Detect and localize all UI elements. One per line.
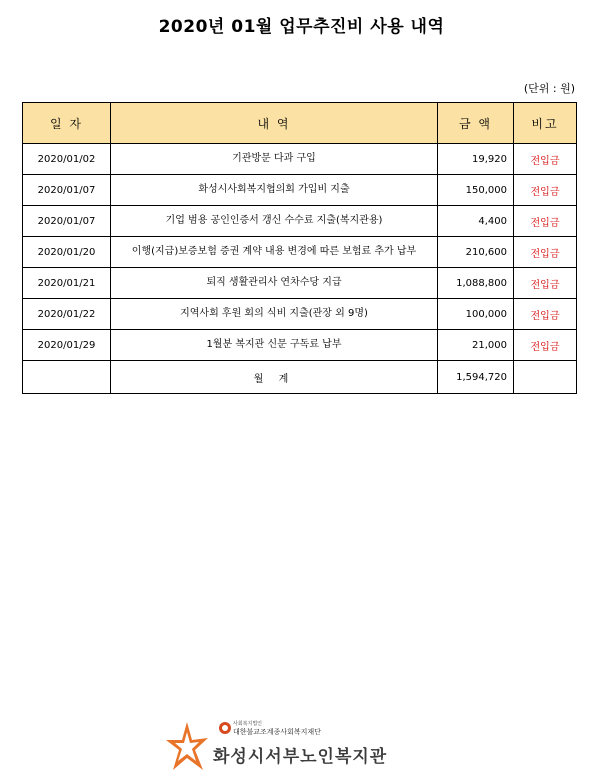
table-row: [23, 299, 577, 330]
table-row: [23, 206, 577, 237]
row-note: 전입금: [514, 175, 577, 206]
row-note: 전입금: [514, 268, 577, 299]
total-note-cell: [514, 361, 577, 394]
row-note: 전입금: [514, 206, 577, 237]
foundation-emblem-icon: [219, 722, 231, 734]
row-description: 지역사회 후원 회의 식비 지출(관장 외 9명): [111, 299, 438, 330]
row-date: 2020/01/20: [23, 237, 111, 268]
total-amount: 1,594,720: [438, 361, 514, 394]
star-burst-logo-icon: [165, 720, 209, 772]
row-amount: 19,920: [438, 144, 514, 175]
row-amount: 21,000: [438, 330, 514, 361]
unit-label: (단위 : 원): [523, 82, 575, 95]
row-note: 전입금: [514, 144, 577, 175]
footer-logo: [165, 718, 445, 774]
total-row: [23, 361, 577, 394]
row-date: 2020/01/29: [23, 330, 111, 361]
expense-table: [22, 102, 577, 394]
row-date: 2020/01/21: [23, 268, 111, 299]
table-header-row: [23, 103, 577, 144]
row-description: 1월분 복지관 신문 구독료 납부: [111, 330, 438, 361]
row-amount: 100,000: [438, 299, 514, 330]
row-date: 2020/01/02: [23, 144, 111, 175]
row-description: 이행(지급)보증보험 증권 계약 내용 변경에 따른 보험료 추가 납부: [111, 237, 438, 268]
page-title: 2020년 01월 업무추진비 사용 내역: [158, 17, 445, 37]
row-date: 2020/01/07: [23, 175, 111, 206]
row-amount: 1,088,800: [438, 268, 514, 299]
table-row: [23, 268, 577, 299]
foundation-name: 대한불교조계종사회복지재단: [233, 728, 321, 736]
row-description: 기업 범용 공인인증서 갱신 수수료 지출(복지관용): [111, 206, 438, 237]
table-row: [23, 175, 577, 206]
org-type-label: 사회복지법인: [233, 721, 262, 727]
table-row: [23, 144, 577, 175]
row-date: 2020/01/22: [23, 299, 111, 330]
total-empty-cell: [23, 361, 111, 394]
table-row: [23, 237, 577, 268]
center-name: 화성시서부노인복지관: [213, 747, 388, 767]
row-note: 전입금: [514, 299, 577, 330]
header-description: 내 역: [111, 103, 438, 144]
header-amount: 금 액: [438, 103, 514, 144]
header-note: 비고: [514, 103, 577, 144]
table-row: [23, 330, 577, 361]
row-description: 기관방문 다과 구입: [111, 144, 438, 175]
total-label: 월 계: [111, 361, 438, 394]
row-amount: 4,400: [438, 206, 514, 237]
row-description: 퇴직 생활관리사 연차수당 지급: [111, 268, 438, 299]
row-amount: 210,600: [438, 237, 514, 268]
row-date: 2020/01/07: [23, 206, 111, 237]
row-note: 전입금: [514, 237, 577, 268]
row-amount: 150,000: [438, 175, 514, 206]
header-date: 일 자: [23, 103, 111, 144]
row-note: 전입금: [514, 330, 577, 361]
row-description: 화성시사회복지협의회 가입비 지출: [111, 175, 438, 206]
